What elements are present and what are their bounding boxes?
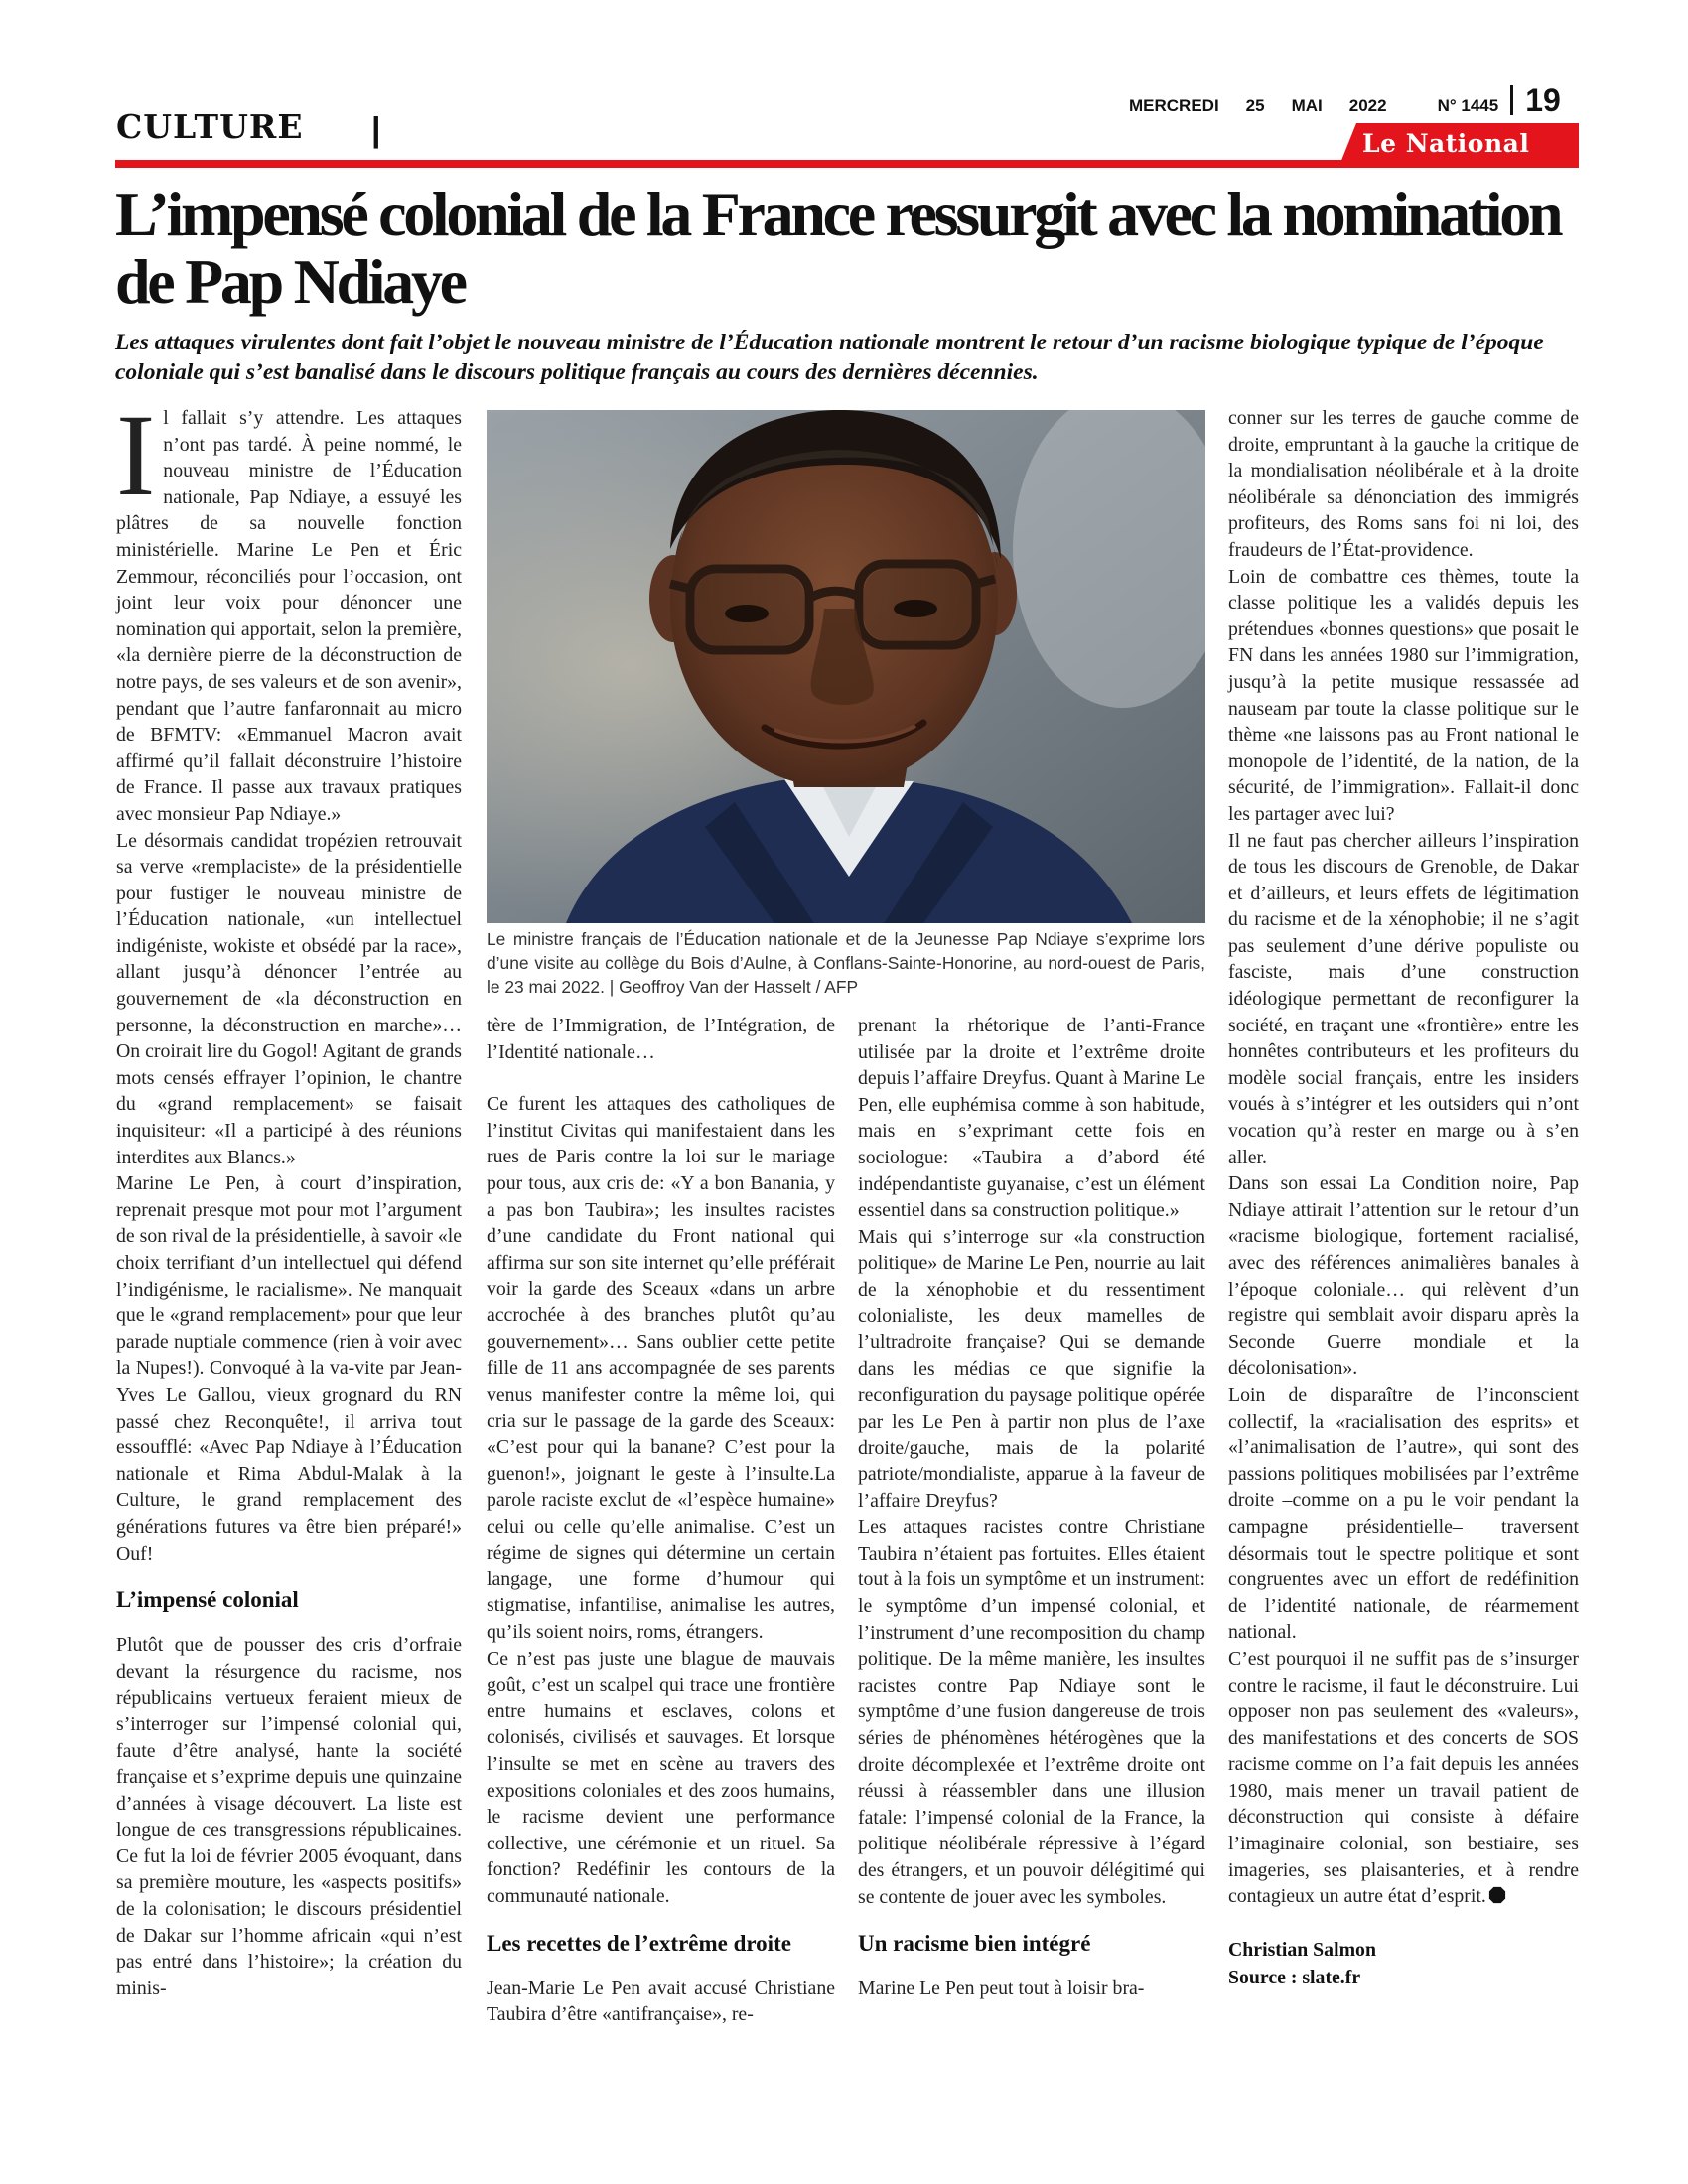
body-paragraph: Les attaques racistes contre Christiane Taubira n’étaient pas fortuites. Elles étaient tout à la fois un symptôme et un instrument: le symptôme d’un impensé colonial, et l’instrument d’une recomposition du champ politique. De la même manière, les insultes racistes contre Pap Ndiaye sont le symptôme d’une fusion dangereuse de trois séries de phénomènes hétérogènes que la droite décomplexée et l’extrême droite ont réussi à réassembler dans une illusion fatale: l’impensé colonial de la France, la politique néolibérale répressive à l’égard des étrangers, et un pouvoir délégitimé qui se contente de jouer avec les symboles. <box>858 1516 1205 1908</box>
body-paragraph: Loin de disparaître de l’inconscient collectif, la «racialisation des esprits» et «l’animalisation de l’autre», qui sont des passions politiques mobilisées par l’extrême droite –comme on a pu le voir pendant la campagne présidentielle– traversent désormais tout le spectre politique et sont congruentes avec un effort de redéfinition de l’identité nationale, de réarmement national. <box>1228 1383 1579 1644</box>
body-paragraph: Ce n’est pas juste une blague de mauvais goût, c’est un scalpel qui trace une frontière entre humains et esclaves, colons et colonisés, civilisés et sauvages. Et lorsque l’insulte se met en scène au travers des expositions coloniales et des zoos humains, le racisme devient une performance collective, une cérémonie et un rituel. Sa fonction? Redéfinir les contours de la communauté nationale. <box>487 1647 835 1907</box>
date-month: MAI <box>1291 96 1323 115</box>
portrait-photo <box>487 410 1205 923</box>
article-column-3 <box>858 1013 1205 2002</box>
spacer <box>487 1065 835 1091</box>
end-of-article-icon <box>1488 1886 1506 1904</box>
page-number: 19 <box>1510 85 1561 115</box>
subheading: L’impensé colonial <box>116 1587 299 1613</box>
photo-caption: Le ministre français de l’Éducation nationale et de la Jeunesse Pap Ndiaye s’exprime lors d’une visite au collège du Bois d’Aulne, à Conflans-Sainte-Honorine, au nord-ouest de Paris, le 23 mai 2022. | Geoffroy Van der Hasselt / AFP <box>487 929 1205 997</box>
dateline <box>1129 82 1561 118</box>
section-divider: | <box>371 111 381 149</box>
body-paragraph: Dans son essai La Condition noire, Pap Ndiaye attirait l’attention sur le retour d’un «racisme biologique, fortement racialisé, avec des références animalières banales à l’époque coloniale… qui relèvent d’un registre qui semblait avoir disparu après la Seconde Guerre mondiale et la décolonisation». <box>1228 1172 1579 1380</box>
section-label: CULTURE <box>116 107 304 146</box>
issue-number: N° 1445 <box>1437 96 1499 115</box>
date-year: 2022 <box>1348 96 1387 115</box>
body-paragraph: Mais qui s’interroge sur «la construction politique» de Marine Le Pen, nourrie au lait de la xénophobie et du ressentiment colonialiste, les deux mamelles de l’ultradroite française? Qui se demande dans les médias ce que signifie la reconfiguration du paysage politique opérée par les Le Pen à partir non plus de l’axe droite/gauche, mais de la polarité patriote/mondialiste, apparue à la faveur de l’affaire Dreyfus? <box>858 1225 1205 1512</box>
author-name: Christian Salmon <box>1228 1938 1376 1961</box>
body-paragraph: Ce furent les attaques des catholiques de l’institut Civitas qui manifestaient dans les rues de Paris contre la loi sur le mariage pour tous, aux cris de: «Y a bon Banania, y a pas bon Taubira»; les insultes racistes d’une candidate du Front national qui affirma sur son site internet qu’elle préférait voir la garde des Sceaux «dans un arbre accrochée à des branches plutôt qu’au gouvernement»… Sans oublier cette petite fille de 11 ans accompagnée de ses parents venus manifester contre la même loi, qui cria sur le passage de la garde des Sceaux: «C’est pour qui la banane? C’est pour la guenon!», joignant le geste à l’insulte.La parole raciste exclut de «l’espèce humaine» celui ou celle qu’elle animalise. C’est un régime de signes qui détermine un certain langage, une forme d’humour qui stigmatise, infantilise, animalise les autres, qu’ils soient noirs, roms, étrangers. <box>487 1093 835 1644</box>
article-column-2 <box>487 1013 835 2028</box>
headline: L’impensé colonial de la France ressurgit avec la nomination de Pap Ndiaye <box>115 179 1561 317</box>
body-paragraph: Loin de combattre ces thèmes, toute la classe politique les a validés depuis les prétendues «bonnes questions» que posait le FN dans les années 1980 sur l’immigration, jusqu’à la petite musique ressassée ad nauseam par toute la classe politique sur le thème «ne laissons pas au Front national le monopole de l’identité, de la nation, de la sécurité, de l’immigration». Fallait-il donc les partager avec lui? <box>1228 565 1579 825</box>
body-paragraph: tère de l’Immigration, de l’Intégration, de l’Identité nationale… <box>487 1015 835 1063</box>
source-credit: Source : slate.fr <box>1228 1966 1361 1988</box>
portrait-illustration <box>487 410 1205 923</box>
date-number: 25 <box>1245 96 1265 115</box>
body-paragraph: Marine Le Pen peut tout à loisir bra- <box>858 1978 1145 2000</box>
body-paragraph: Marine Le Pen, à court d’inspiration, reprenait presque mot pour mot l’argument de son rival de la présidentielle, à savoir «le choix terrifiant d’un intellectuel qui défend l’indigénisme, le racialisme». Ne manquait que le «grand remplacement» pour que leur parade nuptiale commence (rien à voir avec la Nupes!). Convoqué à la va-vite par Jean-Yves Le Gallou, vieux grognard du RN passé chez Reconquête!, il arriva tout essoufflé: «Avec Pap Ndiaye à l’Éducation nationale et Rima Abdul-Malak à la Culture, le grand remplacement des générations futures va être bien préparé!» Ouf! <box>116 1172 462 1565</box>
body-paragraph: prenant la rhétorique de l’anti-France utilisée par la droite et l’extrême droite depuis l’affaire Dreyfus. Quant à Marine Le Pen, elle euphémisa comme à son habitude, mais en s’exprimant cette fois en sociologue: «Taubira a d’abord été indépendantiste guyanaise, c’est un élément essentiel dans sa construction politique.» <box>858 1015 1205 1222</box>
body-paragraph: Plutôt que de pousser des cris d’orfraie devant la résurgence du racisme, nos républicains vertueux feraient mieux de s’interroger sur l’impensé colonial qui, faute d’être analysé, hante la société française et s’exprime depuis une quinzaine d’années à visage découvert. La liste est longue de ces transgressions républicaines. Ce fut la loi de février 2005 évoquant, dans sa première mouture, les «aspects positifs» de la colonisation; le discours présidentiel de Dakar sur l’homme africain «qui n’est pas entré dans l’histoire»; la création du minis- <box>116 1634 462 1999</box>
date-day: MERCREDI <box>1129 96 1219 115</box>
body-paragraph: Il fallait s’y attendre. Les attaques n’ont pas tardé. À peine nommé, le nouveau ministre de l’Éducation nationale, Pap Ndiaye, a essuyé les plâtres de sa nouvelle fonction ministérielle. Marine Le Pen et Éric Zemmour, réconciliés pour l’occasion, ont joint leur voix pour dénoncer une nomination qui apportait, selon la première, «la dernière pierre de la déconstruction de notre pays, de ses valeurs et de son avenir», pendant que l’autre fanfaronnait au micro de BFMTV: «Emmanuel Macron avait affirmé qu’il fallait déconstruire l’histoire de France. Il passe aux travaux pratiques avec monsieur Pap Ndiaye.» <box>116 390 462 825</box>
body-paragraph: Le désormais candidat tropézien retrouvait sa verve «remplaciste» de la présidentielle pour fustiger le nouveau ministre de l’Éducation nationale, «un intellectuel indigéniste, wokiste et obsédé par la race», allant jusqu’à dénoncer l’entrée au gouvernement de «la déconstruction en personne, la déconstruction en marche»… On croirait lire du Gogol! Agitant de grands mots censés effrayer l’opinion, le chantre du «grand remplacement» se faisait inquisiteur: «Il a participé à des réunions interdites aux Blancs.» <box>116 829 462 1168</box>
body-paragraph: C’est pourquoi il ne suffit pas de s’insurger contre le racisme, il faut le déconstruire. Lui opposer non pas seulement des «valeurs», des manifestations et des concerts de SOS racisme comme on l’a fait depuis les années 1980, mais mener un travail patient de déconstruction qui consiste à défaire l’imaginaire colonial, son bestiaire, ses imageries, ses plaisanteries, et à rendre contagieux un autre état d’esprit. <box>1228 1647 1579 1908</box>
brand-name: Le National <box>1362 129 1530 158</box>
body-paragraph: Jean-Marie Le Pen avait accusé Christiane Taubira d’être «antifrançaise», re- <box>487 1977 835 2026</box>
body-paragraph: conner sur les terres de gauche comme de droite, empruntant à la gauche la critique de la mondialisation néolibérale et à la droite néolibérale sa dénonciation des immigrés profiteurs, des Roms sans foi ni loi, des fraudeurs de l’État-providence. <box>1228 407 1579 561</box>
spacer <box>1228 1910 1579 1936</box>
body-paragraph: Il ne faut pas chercher ailleurs l’inspiration de tous les discours de Grenoble, de Dakar et d’ailleurs, et leurs effets de légitimation du racisme et de la xénophobie; il ne s’agit pas seulement d’une dérive populiste ou fasciste, mais d’une construction idéologique permettant de reconfigurer la société, en traçant une «frontière» entre les honnêtes contributeurs et les profiteurs du modèle social français, entre les insiders voués à s’intégrer et les outsiders qui n’ont vocation qu’à rester en marge ou à s’en aller. <box>1228 829 1579 1168</box>
subheading: Un racisme bien intégré <box>858 1931 1091 1957</box>
subheading: Les recettes de l’extrême droite <box>487 1930 791 1956</box>
drop-cap: I <box>116 390 156 520</box>
article-column-1 <box>116 390 462 2001</box>
standfirst: Les attaques virulentes dont fait l’objet le nouveau ministre de l’Éducation nationale montrent le retour d’un racisme biologique typique de l’époque coloniale qui s’est banalisé dans le discours politique français au cours des dernières décennies. <box>115 330 1544 385</box>
article-column-4 <box>1228 405 1579 1991</box>
